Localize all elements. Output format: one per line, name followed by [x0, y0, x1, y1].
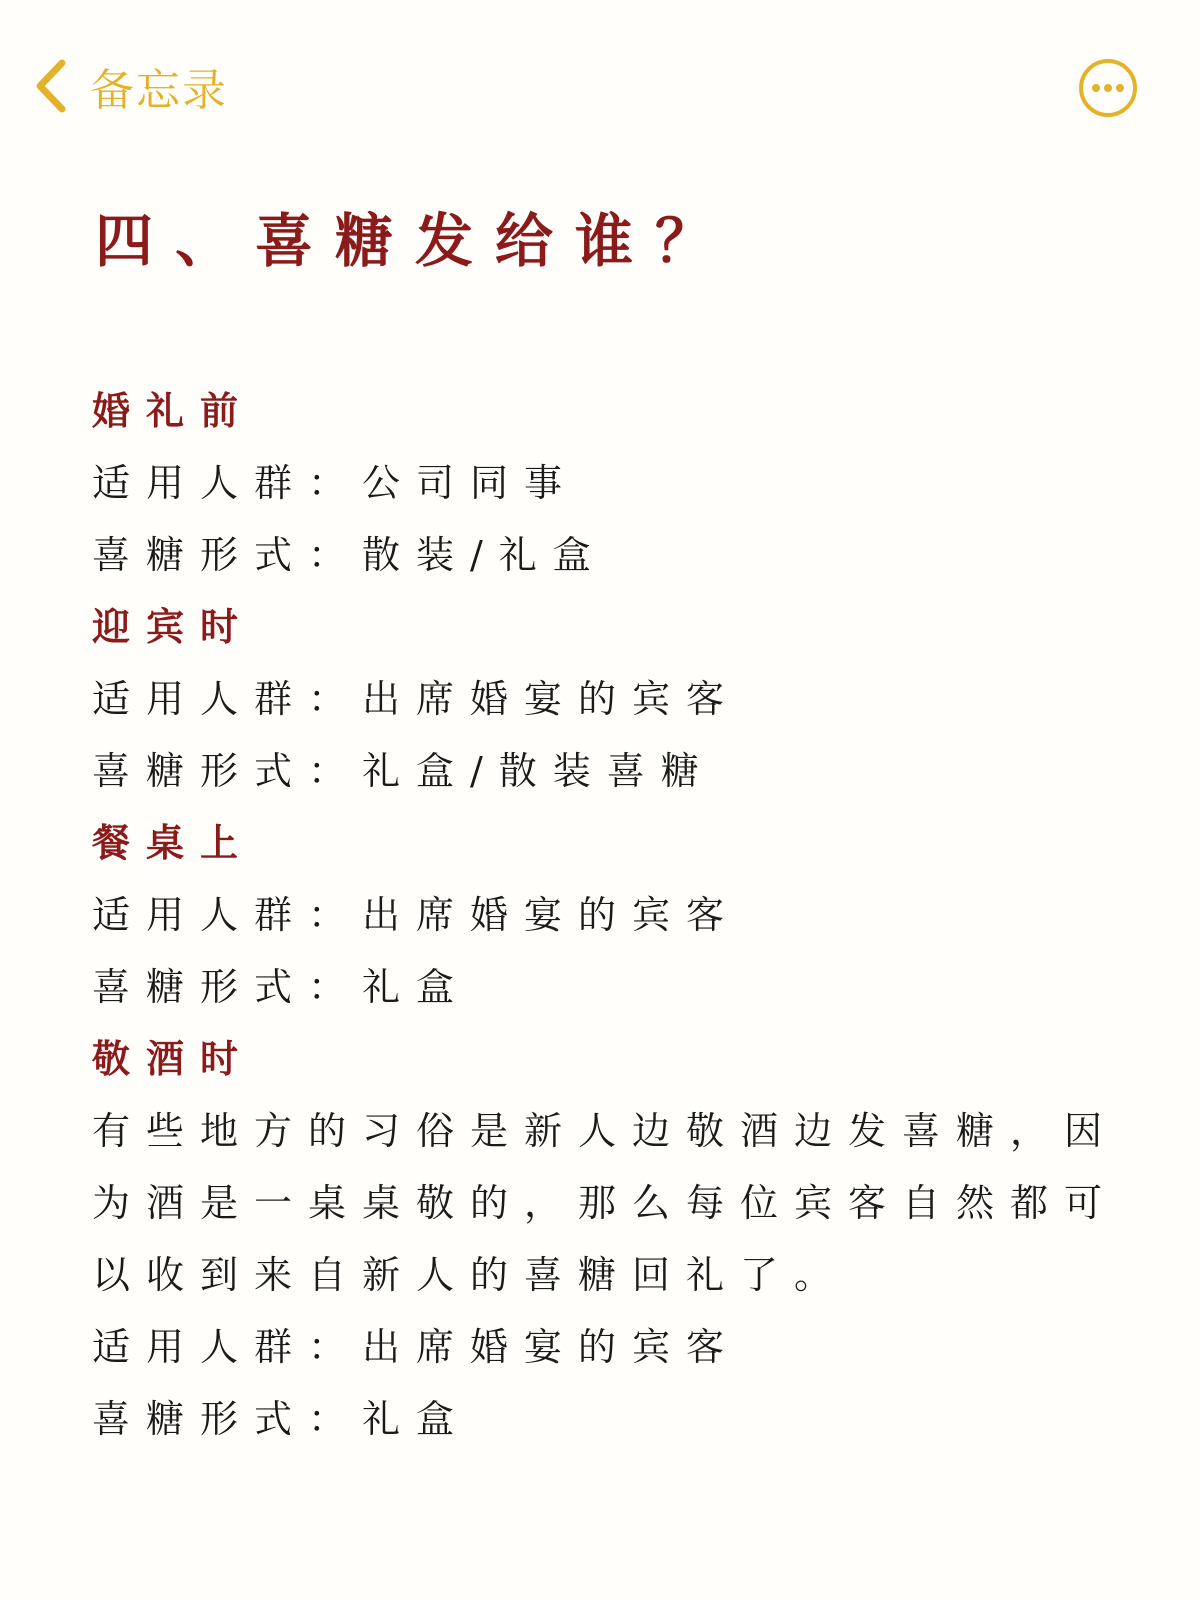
ellipsis-circle-icon	[1078, 58, 1138, 118]
section-welcome	[92, 591, 1132, 807]
form-line: 喜糖形式：散装/礼盒	[92, 533, 607, 577]
back-label: 备忘录	[90, 65, 228, 116]
back-button[interactable]	[34, 56, 228, 116]
section-toasting	[92, 1023, 1132, 1455]
section-heading: 餐桌上	[92, 820, 255, 865]
section-heading: 敬酒时	[92, 1036, 255, 1081]
section-heading: 婚礼前	[92, 388, 255, 433]
note-title: 四、喜糖发给谁？	[95, 207, 736, 275]
section-heading: 迎宾时	[92, 604, 255, 649]
audience-line: 适用人群：出席婚宴的宾客	[92, 677, 741, 721]
section-on-table	[92, 807, 1132, 1023]
more-options-button[interactable]	[1078, 58, 1138, 118]
audience-line: 适用人群：公司同事	[92, 461, 579, 505]
navigation-bar	[0, 0, 1200, 180]
audience-line: 适用人群：出席婚宴的宾客	[92, 1325, 741, 1369]
form-line: 喜糖形式：礼盒/散装喜糖	[92, 749, 715, 793]
form-line: 喜糖形式：礼盒	[92, 965, 471, 1009]
audience-line: 适用人群：出席婚宴的宾客	[92, 893, 741, 937]
section-before-wedding	[92, 375, 1132, 591]
section-note: 有些地方的习俗是新人边敬酒边发喜糖，因为酒是一桌桌敬的，那么每位宾客自然都可以收到来自新人的喜糖回礼了。	[92, 1109, 1119, 1297]
chevron-left-icon	[34, 59, 68, 113]
form-line: 喜糖形式：礼盒	[92, 1397, 471, 1441]
note-body[interactable]	[92, 375, 1132, 1455]
